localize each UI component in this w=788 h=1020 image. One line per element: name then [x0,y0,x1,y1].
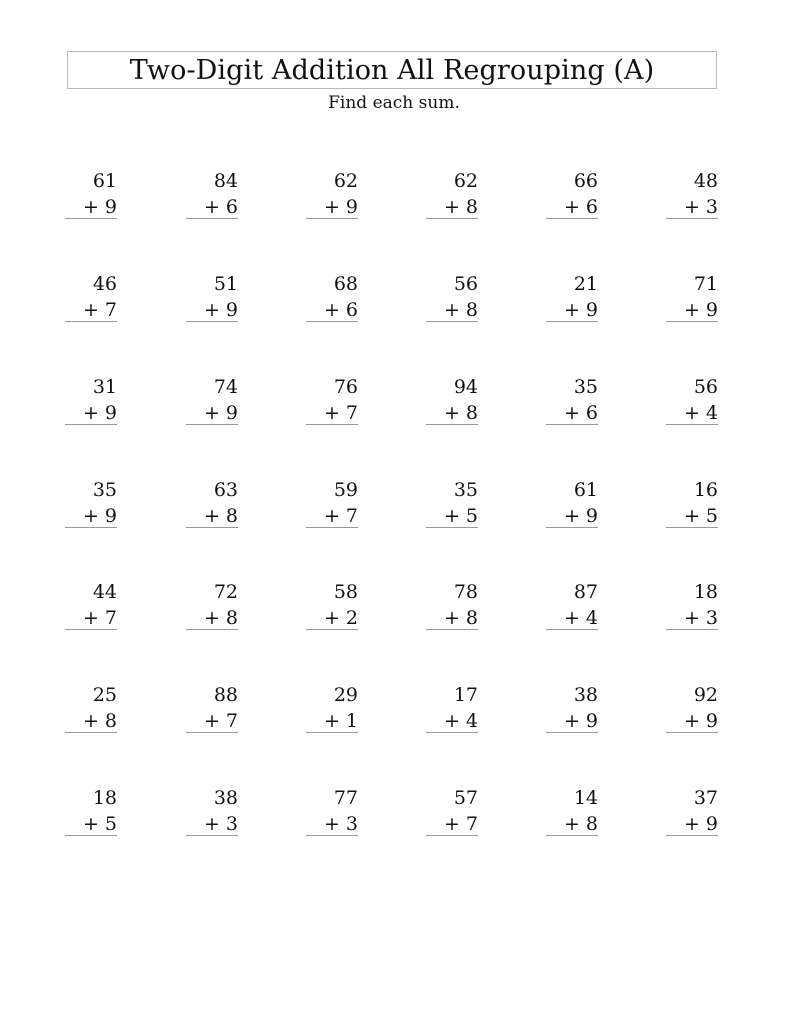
plus-sign: + [323,710,340,732]
addition-problem [65,583,117,635]
plus-sign: + [443,505,460,527]
answer-line [546,321,598,322]
plus-sign: + [683,505,700,527]
answer-line [546,527,598,528]
problem-top-number: 63 [213,479,238,501]
answer-line [666,218,718,219]
addition-problem [186,789,238,841]
problem-addend: 7 [225,710,238,732]
problem-addend: 4 [465,710,478,732]
problem-top-number: 84 [213,170,238,192]
addition-problem [186,275,238,327]
plus-sign: + [82,607,99,629]
addition-problem [546,789,598,841]
problem-bottom-line [546,815,598,834]
plus-sign: + [683,607,700,629]
problem-top-number: 76 [333,376,358,398]
answer-line [546,629,598,630]
addition-problem [186,686,238,738]
addition-problem [546,275,598,327]
plus-sign: + [563,505,580,527]
problem-bottom-line [186,507,238,526]
problem-addend: 9 [705,813,718,835]
problem-top-number: 71 [693,273,718,295]
answer-line [426,732,478,733]
addition-problem [186,378,238,430]
plus-sign: + [323,505,340,527]
problem-addend: 4 [585,607,598,629]
plus-sign: + [203,710,220,732]
problem-top-number: 25 [92,684,117,706]
problem-bottom-line [186,609,238,628]
problem-top-number: 62 [453,170,478,192]
answer-line [306,424,358,425]
problem-top-number: 17 [453,684,478,706]
addition-problem [306,583,358,635]
problem-bottom-line [65,404,117,423]
answer-line [306,321,358,322]
problem-top-number: 61 [92,170,117,192]
problem-bottom-line [546,198,598,217]
problem-top-number: 14 [573,787,598,809]
problem-addend: 3 [345,813,358,835]
problem-top-number: 59 [333,479,358,501]
addition-problem [306,172,358,224]
problem-top-number: 92 [693,684,718,706]
addition-problem [306,686,358,738]
problem-addend: 5 [705,505,718,527]
problem-addend: 9 [705,299,718,321]
problem-top-number: 57 [453,787,478,809]
answer-line [666,732,718,733]
plus-sign: + [203,607,220,629]
problem-addend: 6 [585,196,598,218]
answer-line [65,629,117,630]
plus-sign: + [683,710,700,732]
plus-sign: + [82,196,99,218]
problem-top-number: 58 [333,581,358,603]
problem-bottom-line [65,198,117,217]
problem-bottom-line [65,301,117,320]
plus-sign: + [82,710,99,732]
problem-bottom-line [546,301,598,320]
answer-line [65,527,117,528]
problem-top-number: 66 [573,170,598,192]
problem-bottom-line [306,815,358,834]
problem-top-number: 56 [693,376,718,398]
answer-line [186,732,238,733]
problem-addend: 9 [345,196,358,218]
plus-sign: + [82,505,99,527]
problem-top-number: 35 [453,479,478,501]
plus-sign: + [323,299,340,321]
plus-sign: + [683,813,700,835]
answer-line [426,835,478,836]
addition-problem [426,172,478,224]
problem-addend: 9 [104,196,117,218]
answer-line [666,835,718,836]
addition-problem [65,481,117,533]
problem-bottom-line [666,507,718,526]
problem-top-number: 16 [693,479,718,501]
addition-problem [65,378,117,430]
answer-line [186,629,238,630]
problem-addend: 6 [345,299,358,321]
problem-addend: 9 [705,710,718,732]
worksheet-instructions: Find each sum. [328,93,460,113]
problem-addend: 5 [465,505,478,527]
addition-problem [666,275,718,327]
problem-addend: 6 [225,196,238,218]
addition-problem [306,789,358,841]
problem-top-number: 18 [693,581,718,603]
problem-top-number: 77 [333,787,358,809]
problem-addend: 9 [585,710,598,732]
plus-sign: + [563,196,580,218]
problem-bottom-line [65,712,117,731]
problem-top-number: 29 [333,684,358,706]
problem-addend: 8 [465,299,478,321]
problem-bottom-line [666,404,718,423]
problem-bottom-line [426,404,478,423]
answer-line [186,321,238,322]
answer-line [546,835,598,836]
plus-sign: + [443,402,460,424]
problem-top-number: 68 [333,273,358,295]
addition-problem [546,378,598,430]
problem-addend: 3 [225,813,238,835]
answer-line [186,424,238,425]
problem-top-number: 62 [333,170,358,192]
addition-problem [666,481,718,533]
answer-line [426,629,478,630]
problem-top-number: 88 [213,684,238,706]
problem-top-number: 35 [92,479,117,501]
answer-line [65,218,117,219]
problem-bottom-line [306,712,358,731]
problem-addend: 7 [345,402,358,424]
problem-addend: 3 [705,196,718,218]
plus-sign: + [683,299,700,321]
problem-top-number: 78 [453,581,478,603]
addition-problem [306,481,358,533]
answer-line [426,218,478,219]
answer-line [65,424,117,425]
answer-line [306,218,358,219]
problem-top-number: 38 [213,787,238,809]
answer-line [306,835,358,836]
problem-top-number: 74 [213,376,238,398]
plus-sign: + [82,402,99,424]
problem-bottom-line [426,712,478,731]
plus-sign: + [203,299,220,321]
plus-sign: + [203,813,220,835]
problem-top-number: 51 [213,273,238,295]
answer-line [666,424,718,425]
problem-addend: 9 [585,299,598,321]
answer-line [426,527,478,528]
plus-sign: + [203,505,220,527]
problem-bottom-line [186,712,238,731]
plus-sign: + [563,813,580,835]
problem-top-number: 18 [92,787,117,809]
answer-line [666,527,718,528]
addition-problem [666,686,718,738]
problem-bottom-line [426,301,478,320]
answer-line [186,527,238,528]
problem-addend: 8 [225,505,238,527]
addition-problem [666,583,718,635]
addition-problem [65,789,117,841]
worksheet-title: Two-Digit Addition All Regrouping (A) [129,54,655,86]
answer-line [426,424,478,425]
addition-problem [65,686,117,738]
problem-addend: 9 [225,402,238,424]
problem-bottom-line [186,301,238,320]
problem-addend: 8 [465,607,478,629]
problem-bottom-line [426,507,478,526]
addition-problem [306,378,358,430]
answer-line [65,835,117,836]
problem-bottom-line [306,301,358,320]
plus-sign: + [323,813,340,835]
problem-bottom-line [65,609,117,628]
answer-line [546,732,598,733]
addition-problem [186,172,238,224]
addition-problem [546,172,598,224]
problem-addend: 2 [345,607,358,629]
problem-bottom-line [546,609,598,628]
addition-problem [426,275,478,327]
problem-top-number: 37 [693,787,718,809]
problem-bottom-line [666,609,718,628]
answer-line [65,732,117,733]
plus-sign: + [203,402,220,424]
problem-bottom-line [546,507,598,526]
plus-sign: + [563,402,580,424]
problem-addend: 6 [585,402,598,424]
problem-bottom-line [186,198,238,217]
problem-addend: 8 [585,813,598,835]
answer-line [306,732,358,733]
plus-sign: + [323,607,340,629]
plus-sign: + [563,710,580,732]
addition-problem [666,172,718,224]
problem-top-number: 56 [453,273,478,295]
answer-line [666,629,718,630]
problem-bottom-line [306,198,358,217]
answer-line [666,321,718,322]
problem-bottom-line [666,712,718,731]
plus-sign: + [443,196,460,218]
problem-addend: 7 [345,505,358,527]
addition-problem [65,172,117,224]
plus-sign: + [683,402,700,424]
problem-addend: 9 [104,402,117,424]
problem-bottom-line [186,815,238,834]
answer-line [65,321,117,322]
problem-bottom-line [426,609,478,628]
plus-sign: + [323,196,340,218]
problem-top-number: 61 [573,479,598,501]
problem-addend: 5 [104,813,117,835]
problem-bottom-line [666,198,718,217]
addition-problem [426,789,478,841]
problem-addend: 4 [705,402,718,424]
problem-bottom-line [426,815,478,834]
problem-addend: 8 [104,710,117,732]
problem-top-number: 38 [573,684,598,706]
addition-problem [546,686,598,738]
answer-line [186,218,238,219]
answer-line [306,629,358,630]
problem-bottom-line [306,404,358,423]
plus-sign: + [82,299,99,321]
problem-addend: 1 [345,710,358,732]
addition-problem [186,481,238,533]
problem-addend: 7 [465,813,478,835]
problem-bottom-line [65,815,117,834]
problem-bottom-line [186,404,238,423]
answer-line [546,218,598,219]
plus-sign: + [443,813,460,835]
addition-problem [65,275,117,327]
problem-bottom-line [666,301,718,320]
problem-top-number: 46 [92,273,117,295]
plus-sign: + [82,813,99,835]
plus-sign: + [203,196,220,218]
problem-top-number: 31 [92,376,117,398]
plus-sign: + [323,402,340,424]
problem-addend: 3 [705,607,718,629]
addition-problem [426,481,478,533]
plus-sign: + [443,607,460,629]
problem-bottom-line [546,404,598,423]
problem-top-number: 21 [573,273,598,295]
problem-addend: 9 [225,299,238,321]
answer-line [306,527,358,528]
answer-line [186,835,238,836]
problem-bottom-line [426,198,478,217]
problem-addend: 7 [104,299,117,321]
problem-addend: 7 [104,607,117,629]
problem-top-number: 87 [573,581,598,603]
addition-problem [546,481,598,533]
problem-top-number: 35 [573,376,598,398]
addition-problem [426,378,478,430]
plus-sign: + [563,299,580,321]
problem-bottom-line [65,507,117,526]
addition-problem [666,789,718,841]
problem-top-number: 94 [453,376,478,398]
plus-sign: + [563,607,580,629]
answer-line [426,321,478,322]
addition-problem [666,378,718,430]
problem-addend: 8 [465,196,478,218]
problem-top-number: 44 [92,581,117,603]
problem-addend: 9 [104,505,117,527]
problem-addend: 8 [465,402,478,424]
addition-problem [546,583,598,635]
addition-problem [426,686,478,738]
plus-sign: + [443,299,460,321]
problem-bottom-line [546,712,598,731]
problem-addend: 8 [225,607,238,629]
addition-problem [426,583,478,635]
problem-bottom-line [306,507,358,526]
answer-line [546,424,598,425]
addition-problem [306,275,358,327]
plus-sign: + [683,196,700,218]
problem-top-number: 72 [213,581,238,603]
problem-addend: 9 [585,505,598,527]
problem-top-number: 48 [693,170,718,192]
plus-sign: + [443,710,460,732]
problem-bottom-line [666,815,718,834]
addition-problem [186,583,238,635]
problem-bottom-line [306,609,358,628]
